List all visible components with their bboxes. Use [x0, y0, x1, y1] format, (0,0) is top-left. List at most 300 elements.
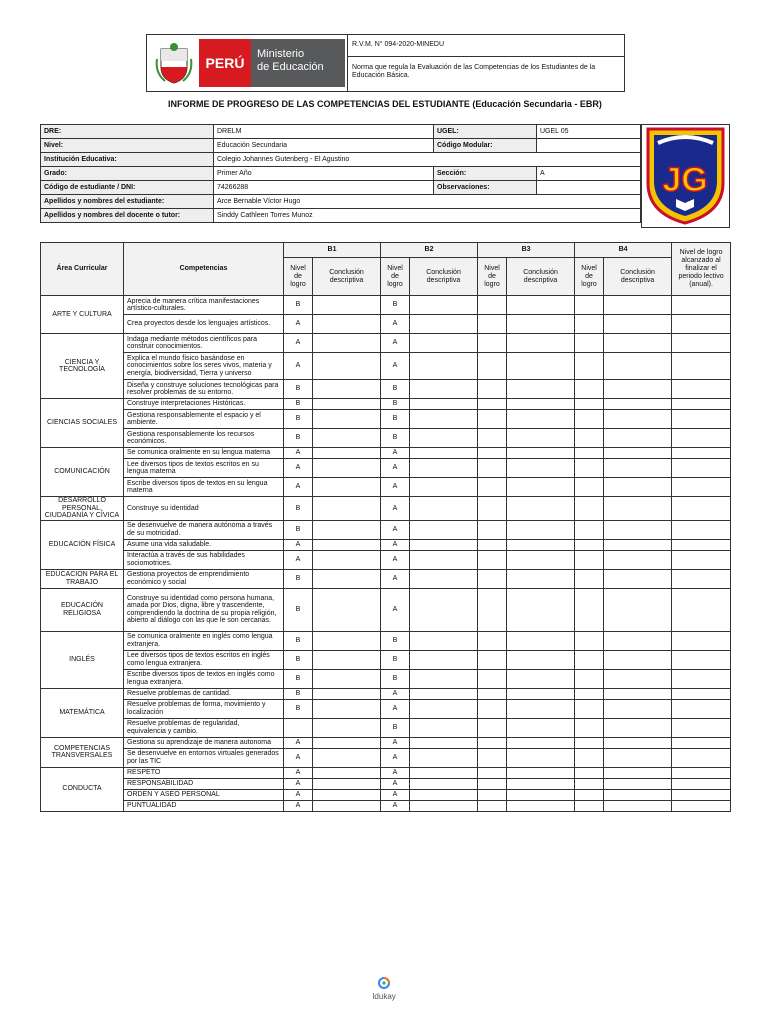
competency-text: Indaga mediante métodos científicos para construir conocimientos. [124, 334, 284, 353]
b1-level: A [284, 459, 313, 478]
b2-conclusion [410, 353, 478, 380]
b4-level [575, 334, 604, 353]
b4-level [575, 459, 604, 478]
b1-conclusion [313, 353, 381, 380]
b3-conclusion [507, 520, 575, 539]
b4-level [575, 380, 604, 399]
idukay-icon [376, 974, 392, 990]
b4-level [575, 550, 604, 569]
b3-conclusion [507, 410, 575, 429]
ie-label: Institución Educativa: [41, 153, 214, 167]
b2-level: A [381, 778, 410, 789]
obs-value [537, 181, 641, 195]
b1-level: B [284, 650, 313, 669]
competency-text: Gestiona proyectos de emprendimiento económico y social [124, 569, 284, 588]
competency-text: Asume una vida saludable. [124, 539, 284, 550]
b2-conclusion [410, 767, 478, 778]
b3-conclusion [507, 767, 575, 778]
b2-level: B [381, 410, 410, 429]
b2-level: A [381, 737, 410, 748]
final-level-header: Nivel de logro alcanzado al finalizar el periodo lectivo (anual). [672, 243, 731, 296]
b4-level [575, 315, 604, 334]
b3-conclusion [507, 569, 575, 588]
b2-header: B2 [381, 243, 478, 258]
b3-level [478, 520, 507, 539]
b2-conclusion [410, 631, 478, 650]
competency-text: Gestiona responsablemente el espacio y el ambiente. [124, 410, 284, 429]
b1-conclusion [313, 800, 381, 811]
final-level [672, 334, 731, 353]
area-name: CONDUCTA [41, 767, 124, 811]
b3-level [478, 448, 507, 459]
b4-level [575, 429, 604, 448]
b1-level: B [284, 410, 313, 429]
b2-conclusion [410, 334, 478, 353]
b3-level [478, 539, 507, 550]
table-row [41, 800, 731, 811]
b4-conclusion [604, 448, 672, 459]
table-row [41, 650, 731, 669]
b3-conclusion [507, 380, 575, 399]
b1-level: B [284, 631, 313, 650]
b2-level: B [381, 718, 410, 737]
b1-conclusion [313, 569, 381, 588]
b2-level: A [381, 478, 410, 497]
b4-conclusion [604, 550, 672, 569]
b3-level [478, 737, 507, 748]
b1-level: B [284, 569, 313, 588]
final-level [672, 459, 731, 478]
table-row [41, 767, 731, 778]
b3-conclusion [507, 748, 575, 767]
student-info-table [40, 124, 641, 223]
b2-level: A [381, 688, 410, 699]
b1-level: A [284, 334, 313, 353]
b2-level: A [381, 748, 410, 767]
b2-conclusion [410, 650, 478, 669]
b2-level: A [381, 800, 410, 811]
b1-conclusion [313, 588, 381, 631]
b1-conclusion [313, 399, 381, 410]
b2-level: B [381, 380, 410, 399]
final-level [672, 410, 731, 429]
area-name: ARTE Y CULTURA [41, 296, 124, 334]
table-row [41, 631, 731, 650]
b4-conclusion [604, 631, 672, 650]
b3-level [478, 410, 507, 429]
norm-text: Norma que regula la Evaluación de las Competencias de los Estudiantes de la Educación Básica. [352, 64, 596, 79]
b2-level: A [381, 334, 410, 353]
teacher-value: Sinddy Cathleen Torres Munoz [214, 209, 641, 223]
b1-conclusion [313, 296, 381, 315]
table-row [41, 334, 731, 353]
b4-level [575, 569, 604, 588]
b3-level [478, 478, 507, 497]
competency-text: PUNTUALIDAD [124, 800, 284, 811]
b3-level [478, 353, 507, 380]
b4-conclusion [604, 315, 672, 334]
b3-level [478, 699, 507, 718]
final-level [672, 539, 731, 550]
b2-conclusion [410, 669, 478, 688]
b3-level [478, 767, 507, 778]
competency-text: Se comunica oralmente en inglés como lengua extranjera. [124, 631, 284, 650]
b4-level [575, 353, 604, 380]
student-label: Apellidos y nombres del estudiante: [41, 195, 214, 209]
table-row [41, 478, 731, 497]
competency-text: Se desenvuelve de manera autónoma a través de su motricidad. [124, 520, 284, 539]
b3-conclusion [507, 478, 575, 497]
b4-conclusion [604, 539, 672, 550]
b2-level: A [381, 353, 410, 380]
b2-conclusion [410, 497, 478, 521]
b1-conclusion [313, 631, 381, 650]
b1-level: B [284, 497, 313, 521]
b2-conclusion [410, 478, 478, 497]
b2-level: A [381, 539, 410, 550]
minedu-logo [147, 35, 348, 91]
b2-level: A [381, 699, 410, 718]
b4-level [575, 588, 604, 631]
table-row [41, 380, 731, 399]
b1-level: A [284, 778, 313, 789]
b2-conclusion [410, 539, 478, 550]
b4-conclusion [604, 778, 672, 789]
codmod-value [537, 139, 641, 153]
b1-level: B [284, 588, 313, 631]
b4-level [575, 699, 604, 718]
b2-conclusion-header: Conclusión descriptiva [410, 258, 478, 296]
b4-conclusion [604, 497, 672, 521]
area-name: INGLÉS [41, 631, 124, 688]
b3-level [478, 669, 507, 688]
table-row [41, 718, 731, 737]
b4-level [575, 748, 604, 767]
table-row [41, 748, 731, 767]
b3-level [478, 650, 507, 669]
final-level [672, 478, 731, 497]
school-logo [641, 124, 730, 228]
competency-text: Explica el mundo físico basándose en conocimientos sobre los seres vivos, materia y energía, biodiversidad, Tierra y universo [124, 353, 284, 380]
b4-conclusion [604, 296, 672, 315]
table-row [41, 789, 731, 800]
b3-level [478, 569, 507, 588]
competency-text: Resuelve problemas de regularidad, equivalencia y cambio. [124, 718, 284, 737]
table-row [41, 520, 731, 539]
b3-conclusion [507, 631, 575, 650]
competency-text: RESPETO [124, 767, 284, 778]
b1-level: A [284, 478, 313, 497]
teacher-label: Apellidos y nombres del docente o tutor: [41, 209, 214, 223]
b2-conclusion [410, 688, 478, 699]
b1-level: A [284, 748, 313, 767]
b4-level [575, 497, 604, 521]
b4-conclusion [604, 429, 672, 448]
b2-conclusion [410, 569, 478, 588]
competency-text: Resuelve problemas de cantidad. [124, 688, 284, 699]
b4-conclusion [604, 789, 672, 800]
competency-text: Lee diversos tipos de textos escritos en inglés como lengua extranjera. [124, 650, 284, 669]
b4-level [575, 478, 604, 497]
b3-conclusion [507, 550, 575, 569]
final-level [672, 631, 731, 650]
b3-level-header: Nivel de logro [478, 258, 507, 296]
b4-conclusion [604, 569, 672, 588]
b2-level: B [381, 631, 410, 650]
b3-conclusion [507, 296, 575, 315]
table-row [41, 459, 731, 478]
b4-header: B4 [575, 243, 672, 258]
table-row [41, 737, 731, 748]
b1-conclusion [313, 550, 381, 569]
b4-conclusion [604, 334, 672, 353]
competency-text: Escribe diversos tipos de textos en su lengua materna [124, 478, 284, 497]
b1-level: B [284, 296, 313, 315]
dre-value: DRELM [214, 125, 434, 139]
b4-conclusion [604, 459, 672, 478]
b2-conclusion [410, 789, 478, 800]
final-level [672, 588, 731, 631]
b3-conclusion [507, 699, 575, 718]
b3-conclusion [507, 588, 575, 631]
b1-conclusion-header: Conclusión descriptiva [313, 258, 381, 296]
b3-level [478, 800, 507, 811]
table-row [41, 448, 731, 459]
b4-level [575, 399, 604, 410]
b1-header: B1 [284, 243, 381, 258]
jg-crest-icon [642, 125, 729, 227]
b3-level [478, 334, 507, 353]
final-level [672, 737, 731, 748]
table-row [41, 588, 731, 631]
b4-level [575, 778, 604, 789]
competency-text: Lee diversos tipos de textos escritos en su lengua materna [124, 459, 284, 478]
b2-level: A [381, 767, 410, 778]
b3-conclusion [507, 539, 575, 550]
competencies-body [41, 296, 731, 812]
b3-conclusion [507, 399, 575, 410]
b2-level: A [381, 497, 410, 521]
table-row [41, 353, 731, 380]
b2-conclusion [410, 448, 478, 459]
b3-conclusion [507, 800, 575, 811]
b3-conclusion [507, 334, 575, 353]
b4-conclusion [604, 478, 672, 497]
area-header: Área Curricular [41, 243, 124, 296]
b2-conclusion [410, 800, 478, 811]
final-level [672, 550, 731, 569]
b1-conclusion [313, 789, 381, 800]
b2-conclusion [410, 550, 478, 569]
competency-text: RESPONSABILIDAD [124, 778, 284, 789]
final-level [672, 789, 731, 800]
b4-conclusion [604, 688, 672, 699]
b3-header: B3 [478, 243, 575, 258]
final-level [672, 296, 731, 315]
b4-level [575, 296, 604, 315]
competency-text: Aprecia de manera crítica manifestaciones artístico-culturales. [124, 296, 284, 315]
b4-level [575, 650, 604, 669]
b2-conclusion [410, 588, 478, 631]
b3-level [478, 550, 507, 569]
competency-text: Resuelve problemas de forma, movimiento y localización [124, 699, 284, 718]
b2-conclusion [410, 429, 478, 448]
b4-conclusion [604, 800, 672, 811]
b2-level: B [381, 669, 410, 688]
b3-conclusion [507, 778, 575, 789]
b3-level [478, 399, 507, 410]
rvm-text: R.V.M. N° 094-2020-MINEDU [348, 35, 624, 57]
b1-conclusion [313, 429, 381, 448]
b1-conclusion [313, 410, 381, 429]
b3-conclusion [507, 737, 575, 748]
b1-conclusion [313, 520, 381, 539]
b4-conclusion [604, 399, 672, 410]
b1-level: A [284, 539, 313, 550]
final-level [672, 497, 731, 521]
b3-conclusion [507, 497, 575, 521]
b2-level: B [381, 429, 410, 448]
final-level [672, 699, 731, 718]
b4-level [575, 631, 604, 650]
competency-text: Construye su identidad como persona humana, amada por Dios, digna, libre y trascendente, comprendiendo la doctrina de su propia religión, abierto al diálogo con las que le son cercanas. [124, 588, 284, 631]
table-row [41, 315, 731, 334]
b3-conclusion [507, 688, 575, 699]
competency-text: Interactúa a través de sus habilidades sociomotrices. [124, 550, 284, 569]
b4-level [575, 448, 604, 459]
final-level [672, 315, 731, 334]
competencies-table [40, 242, 731, 812]
b4-level [575, 718, 604, 737]
table-row [41, 410, 731, 429]
logo-text: JG [662, 161, 708, 199]
b3-conclusion [507, 448, 575, 459]
b2-conclusion [410, 737, 478, 748]
b4-conclusion [604, 718, 672, 737]
table-row [41, 296, 731, 315]
area-name: EDUCACIÓN RELIGIOSA [41, 588, 124, 631]
b4-level [575, 539, 604, 550]
b1-conclusion [313, 497, 381, 521]
b2-level: B [381, 399, 410, 410]
b1-level-header: Nivel de logro [284, 258, 313, 296]
b4-conclusion-header: Conclusión descriptiva [604, 258, 672, 296]
b4-level [575, 520, 604, 539]
b2-conclusion [410, 748, 478, 767]
b4-conclusion [604, 650, 672, 669]
ministry-line1: Ministerio [257, 48, 305, 60]
table-row [41, 569, 731, 588]
b3-level [478, 778, 507, 789]
b3-level [478, 789, 507, 800]
b4-level [575, 800, 604, 811]
b1-level: A [284, 550, 313, 569]
b4-conclusion [604, 410, 672, 429]
competency-text: Construye interpretaciones Históricas. [124, 399, 284, 410]
b3-conclusion [507, 718, 575, 737]
competency-text: Gestiona responsablemente los recursos económicos. [124, 429, 284, 448]
seccion-value: A [537, 167, 641, 181]
b3-level [478, 380, 507, 399]
seccion-label: Sección: [434, 167, 537, 181]
b3-conclusion-header: Conclusión descriptiva [507, 258, 575, 296]
b3-conclusion [507, 459, 575, 478]
b1-conclusion [313, 699, 381, 718]
table-row [41, 550, 731, 569]
b2-level: A [381, 459, 410, 478]
b4-conclusion [604, 380, 672, 399]
b2-level: A [381, 569, 410, 588]
ministry-line2: de Educación [257, 61, 324, 73]
competency-text: Diseña y construye soluciones tecnológicas para resolver problemas de su entorno. [124, 380, 284, 399]
b4-level [575, 410, 604, 429]
final-level [672, 429, 731, 448]
b2-conclusion [410, 699, 478, 718]
final-level [672, 748, 731, 767]
nivel-value: Educación Secundaria [214, 139, 434, 153]
area-name: COMUNICACIÓN [41, 448, 124, 497]
b1-conclusion [313, 778, 381, 789]
table-row [41, 688, 731, 699]
table-row [41, 539, 731, 550]
b1-level: B [284, 520, 313, 539]
b1-level: A [284, 315, 313, 334]
b2-level: B [381, 296, 410, 315]
b2-conclusion [410, 315, 478, 334]
table-row [41, 399, 731, 410]
b2-level: B [381, 650, 410, 669]
area-name: EDUCACIÓN FÍSICA [41, 520, 124, 569]
competency-text: Se comunica oralmente en su lengua materna [124, 448, 284, 459]
student-value: Arce Bernable Víctor Hugo [214, 195, 641, 209]
peru-label: PERÚ [199, 39, 251, 87]
b2-conclusion [410, 520, 478, 539]
b2-conclusion [410, 380, 478, 399]
b4-conclusion [604, 748, 672, 767]
table-row [41, 778, 731, 789]
b3-conclusion [507, 315, 575, 334]
table-row [41, 669, 731, 688]
b1-level: A [284, 448, 313, 459]
report-title: INFORME DE PROGRESO DE LAS COMPETENCIAS DEL ESTUDIANTE (Educación Secundaria - EBR) [168, 99, 602, 109]
b1-conclusion [313, 539, 381, 550]
b3-level [478, 315, 507, 334]
obs-label: Observaciones: [434, 181, 537, 195]
b2-conclusion [410, 296, 478, 315]
b3-level [478, 296, 507, 315]
b4-level [575, 767, 604, 778]
b4-level [575, 669, 604, 688]
idukay-logo [360, 974, 408, 1001]
b1-level: A [284, 737, 313, 748]
b3-level [478, 748, 507, 767]
b1-level: B [284, 699, 313, 718]
b1-level: B [284, 380, 313, 399]
b2-level: A [381, 550, 410, 569]
b1-conclusion [313, 767, 381, 778]
b3-conclusion [507, 429, 575, 448]
competency-text: Escribe diversos tipos de textos en inglés como lengua extranjera. [124, 669, 284, 688]
b2-level: A [381, 789, 410, 800]
final-level [672, 569, 731, 588]
b1-level: B [284, 399, 313, 410]
b1-conclusion [313, 737, 381, 748]
header-box [146, 34, 625, 92]
b4-level [575, 688, 604, 699]
final-level [672, 669, 731, 688]
b1-conclusion [313, 688, 381, 699]
area-name: EDUCACION PARA EL TRABAJO [41, 569, 124, 588]
